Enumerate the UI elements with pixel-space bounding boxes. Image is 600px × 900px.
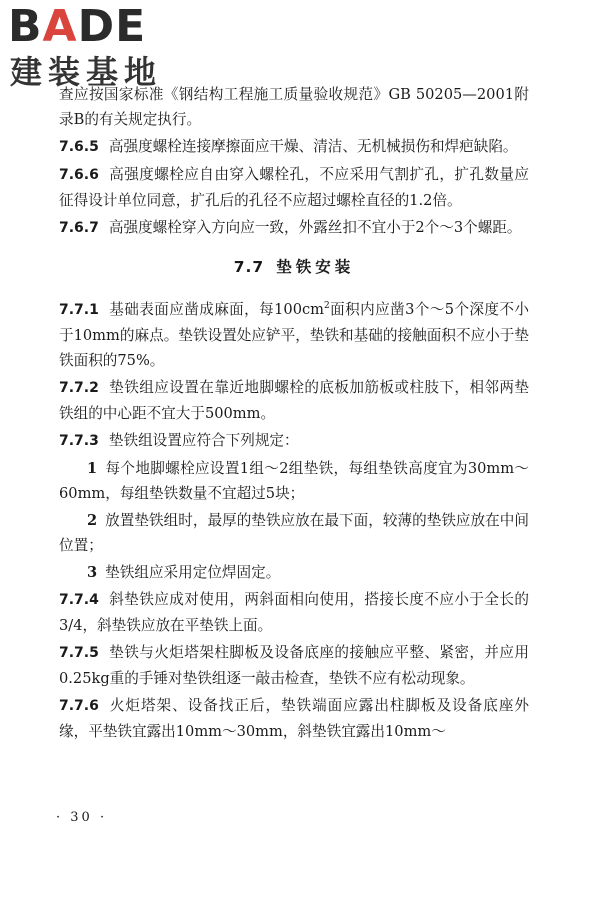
clause-text-before: 基础表面应凿成麻面，每100cm bbox=[108, 300, 325, 318]
clause-text-after: 面积内应凿3个～5个深度不小于10mm的麻点。垫铁设置处应铲平，垫铁和基础的接触面积不应小于垫铁面积的75%。 bbox=[59, 300, 529, 369]
clause-text: 高强度螺栓穿入方向应一致，外露丝扣不宜小于2个～3个螺距。 bbox=[108, 219, 522, 236]
section-title-text: 垫铁安装 bbox=[276, 258, 355, 276]
document-body bbox=[59, 82, 529, 746]
clause-text: 火炬塔架、设备找正后，垫铁端面应露出柱脚板及设备底座外缘，平垫铁宜露出10mm～30mm，斜垫铁宜露出10mm～ bbox=[59, 696, 529, 740]
logo-letter-b: B bbox=[8, 1, 43, 52]
list-item-number: 3 bbox=[87, 563, 98, 581]
clause-number: 7.7.6 bbox=[59, 697, 99, 714]
clause-text: 垫铁组设置应符合下列规定： bbox=[108, 431, 299, 449]
logo-latin-text bbox=[8, 2, 146, 52]
clause-text: 垫铁组应设置在靠近地脚螺栓的底板加筋板或柱肢下，相邻两垫铁组的中心距不宜大于500mm。 bbox=[59, 378, 529, 422]
clause-7-6-5 bbox=[59, 134, 529, 160]
clause-text: 垫铁与火炬塔架柱脚板及设备底座的接触应平整、紧密，并应用0.25kg重的手锤对垫铁组逐一敲击检查，垫铁不应有松动现象。 bbox=[59, 643, 529, 687]
clause-number: 7.7.4 bbox=[59, 591, 99, 608]
logo-letters-de: DE bbox=[77, 1, 147, 52]
list-item-text: 每个地脚螺栓应设置1组～2组垫铁，每组垫铁高度宜为30mm～60mm，每组垫铁数量不宜超过5块； bbox=[59, 459, 529, 502]
clause-text: 斜垫铁应成对使用，两斜面相向使用，搭接长度不应小于全长的3/4，斜垫铁应放在平垫铁上面。 bbox=[59, 590, 529, 634]
clause-7-7-1 bbox=[59, 294, 529, 373]
area-superscript: 2 bbox=[324, 301, 330, 311]
section-number: 7.7 bbox=[233, 258, 265, 276]
clause-number: 7.7.5 bbox=[59, 644, 99, 661]
page-number: · 30 · bbox=[56, 810, 108, 825]
watermark-logo bbox=[8, 2, 178, 94]
intro-continuation: 查应按国家标准《钢结构工程施工质量验收规范》GB 50205—2001附录B的有关规定执行。 bbox=[59, 86, 529, 128]
clause-number: 7.7.3 bbox=[59, 432, 99, 449]
section-heading bbox=[59, 255, 529, 280]
list-item-text: 放置垫铁组时，最厚的垫铁应放在最下面，较薄的垫铁应放在中间位置； bbox=[59, 511, 529, 554]
list-item bbox=[59, 456, 529, 506]
clause-7-7-6 bbox=[59, 693, 529, 744]
clause-text: 高强度螺栓连接摩擦面应干燥、清洁、无机械损伤和焊疤缺陷。 bbox=[108, 138, 518, 155]
clause-7-6-7 bbox=[59, 215, 529, 241]
clause-7-6-6 bbox=[59, 162, 529, 213]
clause-7-7-4 bbox=[59, 587, 529, 638]
list-item bbox=[59, 508, 529, 558]
logo-chinese-text: 建装基地 bbox=[10, 53, 163, 91]
list-item bbox=[59, 560, 529, 585]
clause-7-7-3 bbox=[59, 428, 529, 454]
clause-text: 高强度螺栓应自由穿入螺栓孔，不应采用气割扩孔，扩孔数量应征得设计单位同意，扩孔后的孔径不应超过螺栓直径的1.2倍。 bbox=[59, 166, 529, 209]
clause-7-7-5 bbox=[59, 640, 529, 691]
clause-number: 7.7.2 bbox=[59, 379, 99, 396]
clause-number: 7.6.6 bbox=[59, 167, 99, 183]
clause-number: 7.6.5 bbox=[59, 139, 99, 155]
list-item-text: 垫铁组应采用定位焊固定。 bbox=[105, 563, 281, 581]
logo-letter-a: A bbox=[42, 1, 78, 52]
clause-number: 7.6.7 bbox=[59, 220, 99, 236]
list-item-number: 1 bbox=[87, 459, 98, 477]
list-item-number: 2 bbox=[87, 511, 98, 529]
clause-7-7-2 bbox=[59, 375, 529, 426]
clause-number: 7.7.1 bbox=[59, 301, 99, 318]
